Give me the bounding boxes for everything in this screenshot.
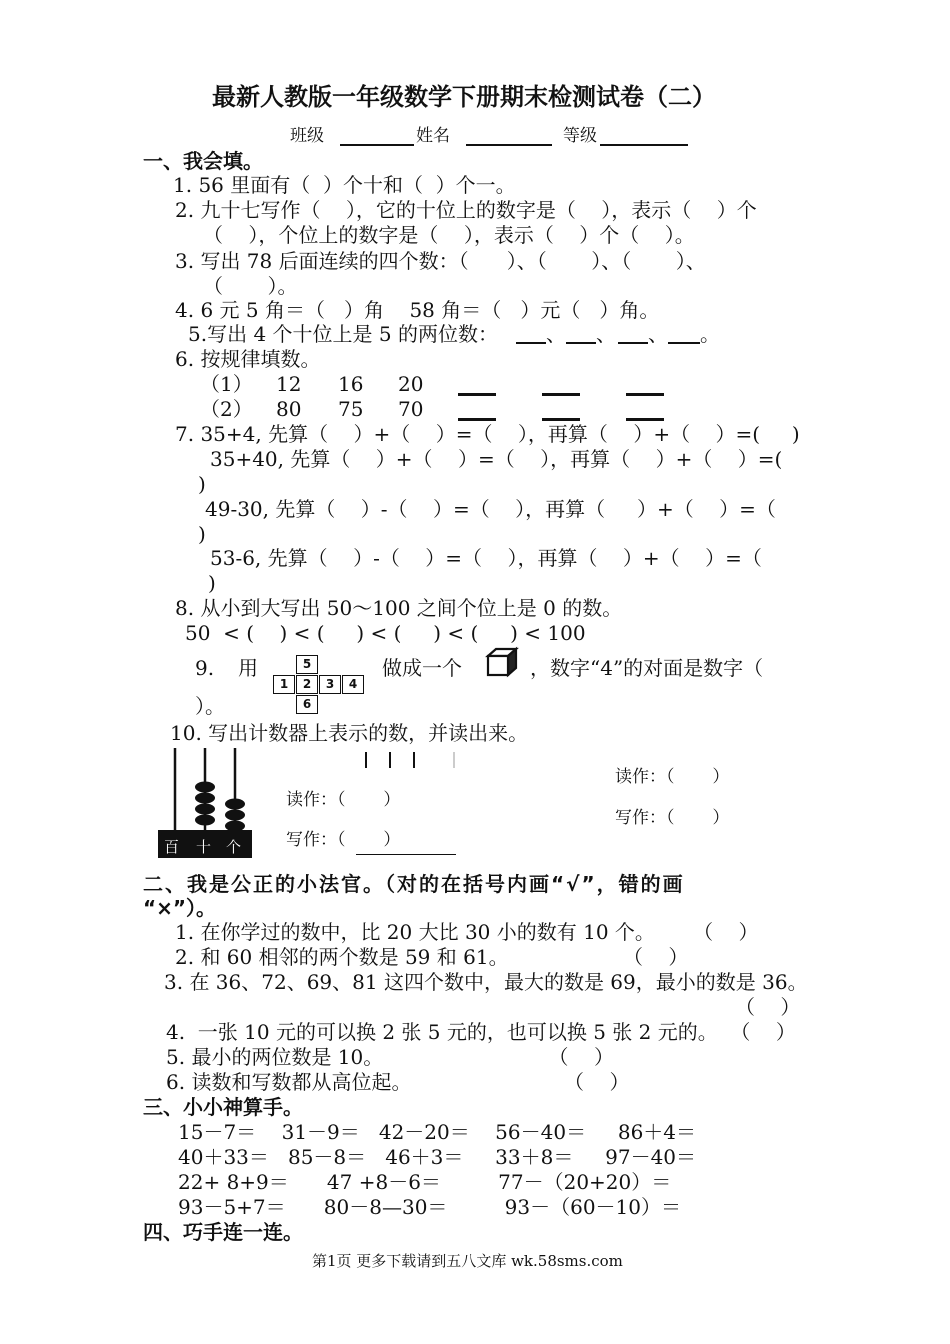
- sequence-number: 80: [276, 397, 302, 421]
- page-footer: 第1页 更多下载请到五八文库 wk.58sms.com: [312, 1252, 623, 1270]
- net-face: 2: [296, 675, 318, 694]
- net-face: 3: [319, 675, 341, 694]
- s3-row-4: 93－5+7＝ 80－8—30＝ 93－（60－10）＝: [178, 1195, 681, 1219]
- net-face: 4: [342, 675, 364, 694]
- grade-label: 等级: [563, 126, 597, 146]
- sequence-label: （1）: [200, 372, 253, 396]
- s1-question-2a: 2. 九十七写作（ ），它的十位上的数字是（ ），表示（ ）个: [175, 198, 757, 222]
- sequence-number: 70: [398, 397, 424, 421]
- section-4-heading: 四、巧手连一连。: [143, 1220, 303, 1244]
- s3-row-2: 40＋33＝ 85－8＝ 46＋3＝ 33＋8＝ 97－40＝: [178, 1145, 697, 1169]
- abacus-label-hundreds: 百: [164, 838, 180, 856]
- name-blank[interactable]: [466, 144, 552, 146]
- s1-question-8a: 8. 从小到大写出 50～100 之间个位上是 0 的数。: [175, 596, 623, 620]
- s1-question-4: 4. 6 元 5 角＝（ ）角 58 角＝（ ）元（ ）角。: [175, 298, 660, 322]
- net-face: 1: [273, 675, 295, 694]
- s2-statement-1: 1. 在你学过的数中，比 20 大比 30 小的数有 10 个。 （ ）: [175, 920, 759, 944]
- s1-question-2b: （ ），个位上的数字是（ ），表示（ ）个（ ）。: [203, 223, 695, 247]
- s2-statement-5: 5. 最小的两位数是 10。 （ ）: [166, 1045, 614, 1069]
- sequence-blank[interactable]: [626, 393, 664, 396]
- s2-statement-3: 3. 在 36、72、69、81 这四个数中，最大的数是 69，最小的数是 36。: [164, 970, 808, 994]
- abacus-2-fragment: [360, 752, 460, 770]
- net-face: 5: [296, 655, 318, 674]
- class-label: 班级: [290, 126, 324, 146]
- sequence-blank[interactable]: [458, 393, 496, 396]
- q5-blank-1[interactable]: [516, 342, 546, 344]
- abacus-label-ones: 个: [226, 838, 242, 856]
- sequence-blank[interactable]: [458, 418, 496, 421]
- cube-icon: [484, 646, 520, 678]
- section-3-heading: 三、小小神算手。: [143, 1095, 303, 1119]
- s1-question-9-use: 用: [238, 656, 258, 680]
- s1-question-1: 1. 56 里面有（ ）个十和（ ）个一。: [173, 173, 516, 197]
- s1-question-9b: ）。: [195, 694, 225, 718]
- q10-read-1: 读作：（ ）: [286, 790, 401, 810]
- s1-question-9-end: ，数字“4”的对面是数字（: [530, 656, 764, 680]
- sequence-blank[interactable]: [542, 393, 580, 396]
- s1-question-3b: （ ）。: [203, 274, 298, 298]
- s3-row-1: 15－7＝ 31－9＝ 42－20＝ 56－40＝ 86＋4＝: [178, 1120, 697, 1144]
- s2-statement-6: 6. 读数和写数都从高位起。 （ ）: [166, 1070, 630, 1094]
- q5-separator: 、: [546, 322, 566, 346]
- q5-separator: 、: [648, 322, 668, 346]
- sequence-number: 16: [338, 372, 364, 396]
- sequence-number: 20: [398, 372, 424, 396]
- s1-question-7c-close: ): [198, 522, 206, 546]
- q5-separator: 、: [596, 322, 616, 346]
- class-blank[interactable]: [340, 144, 414, 146]
- q5-blank-2[interactable]: [566, 342, 596, 344]
- section-2-heading-cont: “×”）。: [143, 896, 217, 920]
- net-face: 6: [296, 695, 318, 714]
- s2-statement-3-answer[interactable]: （ ）: [735, 995, 801, 1019]
- q5-blank-4[interactable]: [668, 342, 700, 344]
- q10-write-2: 写作：（ ）: [615, 808, 730, 828]
- q10-write-1: 写作：（ ）: [286, 830, 401, 850]
- s1-question-7b: 35+40, 先算（ ）+（ ）=（ ），再算（ ）+（ ）=(: [210, 447, 783, 471]
- q5-end: 。: [700, 322, 720, 346]
- q5-blank-3[interactable]: [618, 342, 648, 344]
- sequence-number: 12: [276, 372, 302, 396]
- sequence-label: （2）: [200, 397, 253, 421]
- sequence-blank[interactable]: [542, 418, 580, 421]
- sequence-number: 75: [338, 397, 364, 421]
- s1-question-3a: 3. 写出 78 后面连续的四个数：（ ）、（ ）、（ ）、: [175, 249, 706, 273]
- s2-statement-2: 2. 和 60 相邻的两个数是 59 和 61。 （ ）: [175, 945, 689, 969]
- page-title: 最新人教版一年级数学下册期末检测试卷（二）: [212, 82, 716, 111]
- s1-question-9-mid: 做成一个: [382, 656, 462, 680]
- s2-statement-4: 4. 一张 10 元的可以换 2 张 5 元的，也可以换 5 张 2 元的。 （ ）: [166, 1020, 796, 1044]
- s3-row-3: 22+ 8+9＝ 47 +8－6＝ 77－（20+20）＝: [178, 1170, 672, 1194]
- s1-question-9-number: 9.: [195, 656, 215, 680]
- s1-question-7d-close: ): [208, 571, 216, 595]
- name-label: 姓名: [416, 126, 450, 146]
- sequence-blank[interactable]: [626, 418, 664, 421]
- section-1-heading: 一、我会填。: [143, 149, 263, 173]
- section-2-heading: 二、我是公正的小法官。（对的在括号内画“√”，错的画: [143, 872, 685, 896]
- grade-blank[interactable]: [600, 144, 688, 146]
- s1-question-6: 6. 按规律填数。: [175, 347, 321, 371]
- s1-question-7c: 49-30, 先算（ ）-（ ）=（ ），再算（ ）+（ ）=（: [205, 497, 776, 521]
- s1-question-7a: 7. 35+4, 先算（ ）+（ ）=（ ），再算（ ）+（ ）=( ): [175, 422, 800, 446]
- q10-read-2: 读作：（ ）: [615, 767, 730, 787]
- abacus-label-tens: 十: [196, 838, 212, 856]
- q10-base-line: [356, 854, 456, 855]
- s1-question-7d: 53-6, 先算（ ）-（ ）=（ ），再算（ ）+（ ）=（: [210, 546, 762, 570]
- s1-question-7b-close: ): [198, 472, 206, 496]
- s1-question-5-text: 5.写出 4 个十位上是 5 的两位数：: [188, 322, 498, 346]
- s1-question-10: 10. 写出计数器上表示的数，并读出来。: [170, 721, 529, 745]
- s1-question-8b: 50 < ( ) < ( ) < ( ) < ( ) < 100: [185, 621, 586, 645]
